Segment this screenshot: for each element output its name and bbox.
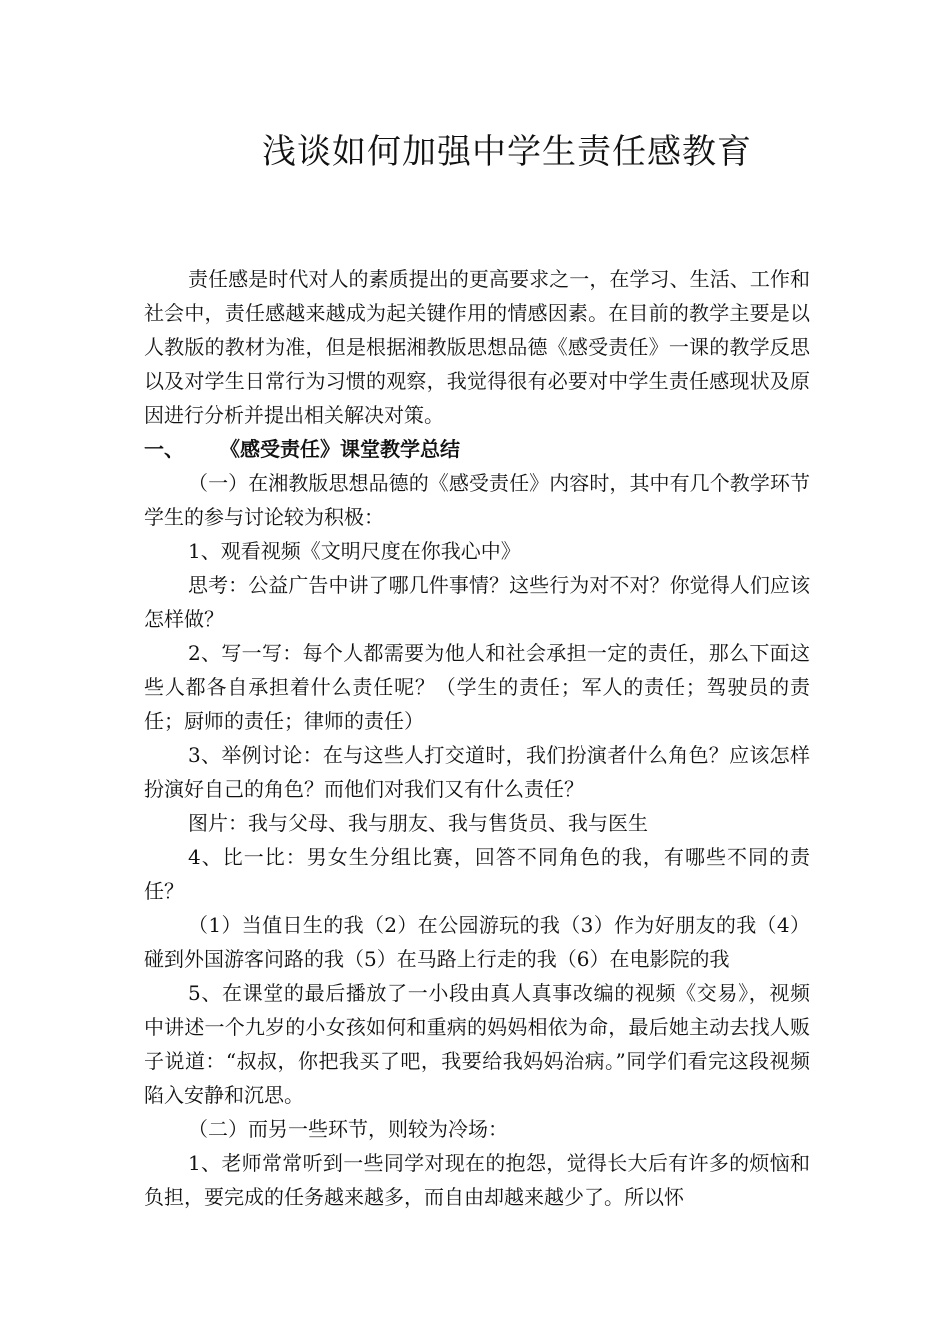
paragraph: 1、老师常常听到一些同学对现在的抱怨，觉得长大后有许多的烦恼和负担，要完成的任务越来越多，而自由却越来越少了。所以怀 bbox=[144, 1151, 810, 1209]
intro-paragraph: 责任感是时代对人的素质提出的更高要求之一，在学习、生活、工作和社会中，责任感越来越成为起关键作用的情感因素。在目前的教学主要是以人教版的教材为准，但是根据湘教版思想品德《感受责任》一课的教学反思以及对学生日常行为习惯的观察，我觉得很有必要对中学生责任感现状及原因进行分析并提出相关解决对策。 bbox=[144, 267, 810, 427]
section-number: 一、 bbox=[144, 437, 184, 461]
paragraph: 图片：我与父母、我与朋友、我与售货员、我与医生 bbox=[188, 811, 648, 835]
paragraph: 1、观看视频《文明尺度在你我心中》 bbox=[188, 539, 521, 563]
paragraph: 3、举例讨论：在与这些人打交道时，我们扮演者什么角色？应该怎样扮演好自己的角色？而他们对我们又有什么责任？ bbox=[144, 743, 810, 801]
document-body bbox=[144, 262, 810, 1214]
section-heading bbox=[144, 432, 810, 466]
paragraph: 5、在课堂的最后播放了一小段由真人真事改编的视频《交易》，视频中讲述一个九岁的小女孩如何和重病的妈妈相依为命，最后她主动去找人贩子说道：“叔叔，你把我买了吧，我要给我妈妈治病。”同学们看完这段视频陷入安静和沉思。 bbox=[144, 981, 810, 1107]
paragraph: （一）在湘教版思想品德的《感受责任》内容时，其中有几个教学环节学生的参与讨论较为积极： bbox=[144, 471, 810, 529]
paragraph: 4、比一比：男女生分组比赛，回答不同角色的我，有哪些不同的责任？ bbox=[144, 845, 810, 903]
paragraph: （1）当值日生的我（2）在公园游玩的我（3）作为好朋友的我（4）碰到外国游客问路的我（5）在马路上行走的我（6）在电影院的我 bbox=[144, 913, 810, 971]
paragraph: 2、写一写：每个人都需要为他人和社会承担一定的责任，那么下面这些人都各自承担着什么责任呢？（学生的责任；军人的责任；驾驶员的责任；厨师的责任；律师的责任） bbox=[144, 641, 810, 733]
paragraph: 思考：公益广告中讲了哪几件事情？这些行为对不对？你觉得人们应该怎样做？ bbox=[144, 573, 810, 631]
document-title: 浅谈如何加强中学生责任感教育 bbox=[262, 132, 752, 172]
section-title: 《感受责任》课堂教学总结 bbox=[220, 437, 460, 461]
paragraph: （二）而另一些环节，则较为冷场： bbox=[188, 1117, 508, 1141]
